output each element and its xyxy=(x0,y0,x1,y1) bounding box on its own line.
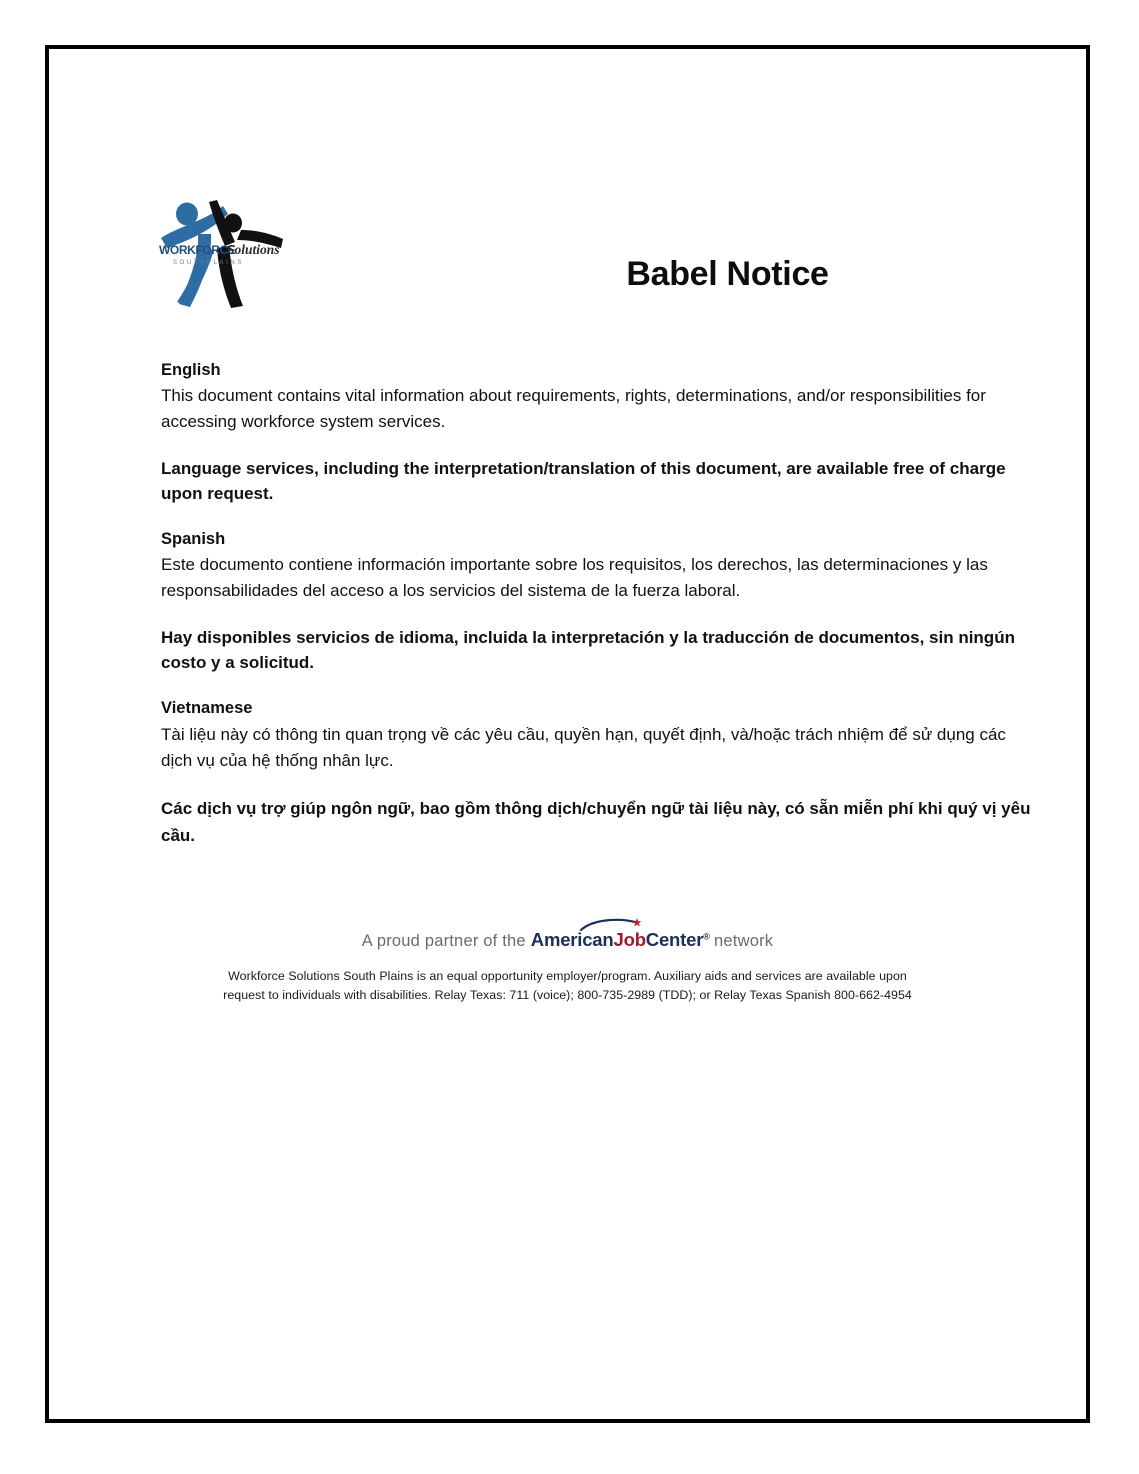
document-header xyxy=(49,49,1086,349)
ajc-word-network: network xyxy=(714,932,774,950)
disclaimer-line-1: Workforce Solutions South Plains is an equal opportunity employer/program. Auxiliary aids and services are available upon xyxy=(228,969,907,983)
language-label-spanish: Spanish xyxy=(161,530,226,549)
language-label-vietnamese: Vietnamese xyxy=(161,699,253,718)
page-title: Babel Notice xyxy=(626,255,829,293)
ajc-word-job: Job xyxy=(613,929,646,950)
logo-wordmark-workforce: WORKFORCE xyxy=(159,243,236,257)
notice-highlight-spanish: Hay disponibles servicios de idioma, incluida la interpretación y la traducción de documentos, sin ningún costo y a solicitud. xyxy=(161,627,1015,672)
language-section-spanish xyxy=(161,528,1031,675)
disclaimer-line-2: request to individuals with disabilities. Relay Texas: 711 (voice); 800-735-2989 (TDD); or Relay Texas Spanish 800-662-4954 xyxy=(223,988,912,1003)
ajc-registered-mark: ® xyxy=(703,931,711,942)
american-job-center-logo xyxy=(531,929,710,951)
ajc-word-american: American xyxy=(530,929,614,950)
ajc-word-center: Center xyxy=(645,929,704,950)
language-section-vietnamese xyxy=(161,697,1031,849)
notice-highlight-vietnamese: Các dịch vụ trợ giúp ngôn ngữ, bao gồm thông dịch/chuyển ngữ tài liệu này, có sẵn miễn phí khi quý vị yêu cầu. xyxy=(161,799,1031,845)
language-section-english xyxy=(161,359,1031,506)
equal-opportunity-disclaimer xyxy=(49,967,1086,1005)
notice-body xyxy=(161,359,1031,871)
american-job-center-partner-line xyxy=(49,929,1086,951)
workforce-solutions-logo xyxy=(157,194,287,312)
logo-wordmark-solutions: Solutions xyxy=(227,242,280,257)
workforce-solutions-star-mark xyxy=(157,194,287,312)
language-label-english: English xyxy=(161,361,221,379)
notice-text-english: This document contains vital information about requirements, rights, determinations, and/or responsibilities for accessing workforce system services. xyxy=(161,386,986,431)
ajc-swoosh-star-icon xyxy=(579,917,649,931)
notice-text-spanish: Este documento contiene información importante sobre los requisitos, los derechos, las determinaciones y las responsabilidades del acceso a los servicios del sistema de la fuerza laboral. xyxy=(161,555,988,600)
notice-highlight-english: Language services, including the interpretation/translation of this document, are available free of charge upon request. xyxy=(161,458,1006,503)
logo-wordmark-tagline: SOUTHPLAINS xyxy=(173,260,244,266)
notice-text-vietnamese: Tài liệu này có thông tin quan trọng về các yêu cầu, quyền hạn, quyết định, và/hoặc trách nhiệm để sử dụng các dịch vụ của hệ thống nhân lực. xyxy=(161,724,1006,770)
document-footer xyxy=(49,929,1086,1005)
partner-prefix-text: A proud partner of the xyxy=(361,932,526,950)
document-page xyxy=(45,45,1090,1423)
